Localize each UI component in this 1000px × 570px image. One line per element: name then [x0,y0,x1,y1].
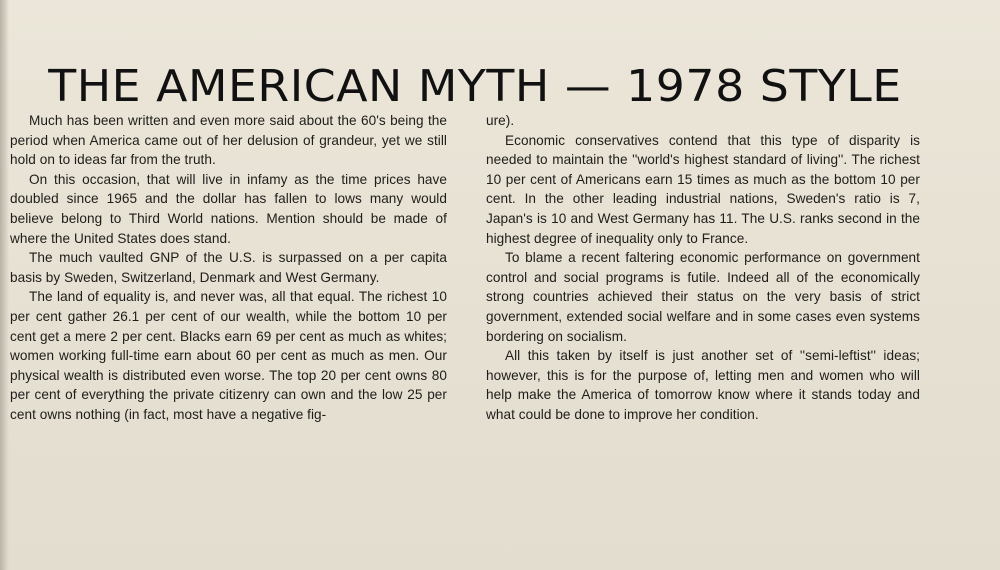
paragraph-gnp: The much vaulted GNP of the U.S. is surpassed on a per capita basis by Sweden, Switzerland, Denmark and West Germany. [10,250,447,285]
paragraph-intro: Much has been written and even more said about the 60's being the period when America came out of her delusion of grandeur, yet we still hold on to ideas far from the truth. [10,113,447,168]
paragraph-equality: The land of equality is, and never was, all that equal. The richest 10 per cent gather 26.1 per cent of our wealth, while the bottom 10 per cent get a mere 2 per cent. Blacks earn 69 per cent as much as whites; women working full-time earn about 60 per cent as much as men. Our physical wealth is distributed even worse. The top 20 per cent owns 80 per cent of everything the private citizenry can own and the low 25 per cent owns nothing (in fact, most have a negative fig- [10,289,447,422]
article-title: THE AMERICAN MYTH — 1978 STYLE [48,61,902,113]
paragraph-conclusion: All this taken by itself is just another set of ''semi-leftist'' ideas; however, this is for the purpose of, letting men and women who will help make the America of tomorrow know where it stands today and what could be done to improve her condition. [486,348,920,422]
paragraph-government: To blame a recent faltering economic performance on government control and social programs is futile. Indeed all of the economically strong countries achieved their status on the very basis of strict government, extended social welfare and in some cases even systems bordering on socialism. [486,250,920,344]
paragraph-occasion: On this occasion, that will live in infamy as the time prices have doubled since 1965 and the dollar has fallen to lows many would believe belong to Third World nations. Mention should be made of where the United States does stand. [10,171,447,246]
right-column [486,111,920,425]
paragraph-conservatives: Economic conservatives contend that this type of disparity is needed to maintain the ''world's highest standard of living''. The richest 10 per cent of Americans earn 15 times as much as the bottom 10 per cent. In the other leading industrial nations, Sweden's ratio is 7, Japan's is 10 and West Germany has 11. The U.S. ranks second in the highest degree of inequality only to France. [486,132,920,246]
left-column [10,111,447,425]
paragraph-continuation: ure). [486,113,515,128]
